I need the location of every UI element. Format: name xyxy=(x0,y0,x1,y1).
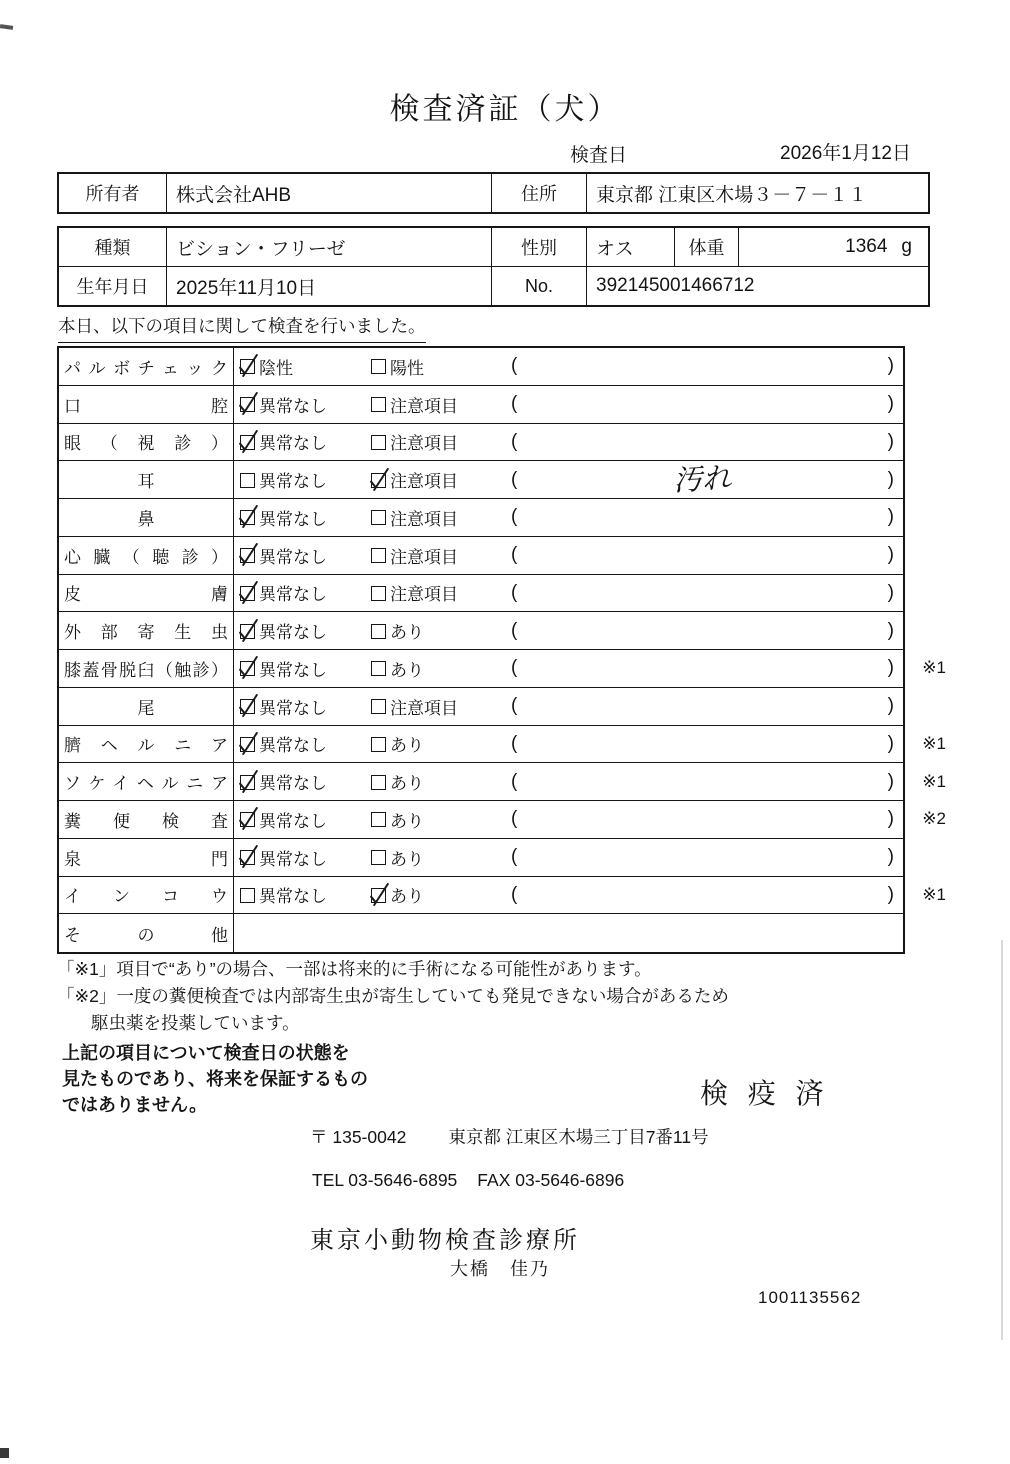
exam-option-2 xyxy=(367,763,502,800)
close-paren-text: ) xyxy=(887,581,894,603)
birth-value: 2025年11月10日 xyxy=(167,267,492,305)
exam-option-1 xyxy=(234,537,367,574)
exam-finding-text xyxy=(518,357,888,376)
clinic-fax: FAX 03-5646-6896 xyxy=(477,1170,625,1190)
open-paren-text: ( xyxy=(511,619,518,641)
exam-item-label: 耳 xyxy=(137,472,155,492)
exam-option-2-label: あり xyxy=(390,774,424,794)
exam-option-1 xyxy=(234,575,367,612)
exam-option-2 xyxy=(367,461,502,498)
exam-option-1-label: 異常なし xyxy=(259,849,327,869)
owner-label: 所有者 xyxy=(59,174,167,212)
exam-table xyxy=(57,346,946,954)
exam-finding-text xyxy=(518,772,888,791)
sex-value: オス xyxy=(587,228,675,266)
close-paren-text: ) xyxy=(887,430,894,452)
scan-artifact-top-left xyxy=(0,24,13,30)
exam-option-2 xyxy=(367,386,502,423)
exam-option-1-label: 異常なし xyxy=(259,774,327,794)
pet-info-row-2 xyxy=(59,266,928,305)
weight-value: 1364 xyxy=(845,236,888,257)
checkbox-option-2 xyxy=(371,812,386,827)
exam-option-1 xyxy=(234,726,367,763)
exam-item-cell xyxy=(59,650,234,687)
exam-option-1-label: 異常なし xyxy=(259,585,327,605)
open-paren-text: ( xyxy=(511,846,518,868)
exam-option-1 xyxy=(234,499,367,536)
exam-item-cell xyxy=(59,688,234,725)
exam-row xyxy=(59,877,946,915)
exam-option-2-label: 注意項目 xyxy=(390,698,458,718)
close-paren-text: ) xyxy=(887,657,894,679)
checkbox-option-1 xyxy=(240,812,255,827)
exam-option-1 xyxy=(234,877,367,914)
exam-option-2 xyxy=(367,499,502,536)
exam-item-label: その他 xyxy=(64,925,228,945)
close-paren-text: ) xyxy=(887,393,894,415)
exam-item-cell xyxy=(59,914,234,952)
breed-label: 種類 xyxy=(59,228,167,266)
pet-info-table xyxy=(57,226,930,307)
exam-row xyxy=(59,650,946,688)
clinic-name: 東京小動物検査診療所 xyxy=(310,1227,580,1254)
close-paren-text: ) xyxy=(887,695,894,717)
exam-option-2-label: あり xyxy=(390,849,424,869)
disclaimer-line-2: 見たものであり、将来を保証するもの xyxy=(62,1069,368,1089)
close-paren-text: ) xyxy=(887,506,894,528)
close-paren-text: ) xyxy=(887,355,894,377)
weight-unit: g xyxy=(901,236,912,257)
exam-row xyxy=(59,839,903,877)
open-paren-text: ( xyxy=(511,732,518,754)
exam-option-2-label: 注意項目 xyxy=(390,472,458,492)
exam-option-1-label: 異常なし xyxy=(259,396,327,416)
exam-option-2 xyxy=(367,726,502,763)
open-paren-text: ( xyxy=(511,883,518,905)
birth-label: 生年月日 xyxy=(59,267,167,305)
exam-item-label: 尾 xyxy=(137,698,155,718)
address-label: 住所 xyxy=(492,174,587,212)
checkbox-option-1 xyxy=(240,888,255,903)
exam-item-cell xyxy=(59,612,234,649)
open-paren-text: ( xyxy=(511,468,518,490)
exam-option-2-label: 注意項目 xyxy=(390,585,458,605)
exam-row xyxy=(59,348,903,386)
exam-finding-text xyxy=(518,810,888,829)
exam-option-1 xyxy=(234,386,367,423)
checkbox-option-2 xyxy=(371,586,386,601)
exam-option-2-label: あり xyxy=(390,623,424,643)
open-paren-text: ( xyxy=(511,355,518,377)
exam-option-1 xyxy=(234,688,367,725)
owner-value: 株式会社AHB xyxy=(167,174,492,212)
exam-option-1-label: 異常なし xyxy=(259,660,327,680)
exam-item-label: 鼻 xyxy=(137,509,155,529)
exam-item-cell xyxy=(59,424,234,461)
checkbox-option-1 xyxy=(240,473,255,488)
open-paren-text: ( xyxy=(511,770,518,792)
exam-option-2 xyxy=(367,575,502,612)
footnotes xyxy=(57,956,729,1037)
exam-option-2-label: 注意項目 xyxy=(390,509,458,529)
exam-finding xyxy=(502,688,903,725)
exam-finding xyxy=(502,537,903,574)
exam-finding xyxy=(502,386,903,423)
exam-note: ※2 xyxy=(922,809,946,829)
exam-item-label: 眼（視診） xyxy=(64,434,228,454)
exam-finding-text xyxy=(518,659,888,678)
exam-item-label: ソケイヘルニア xyxy=(64,774,228,794)
pet-info-row-1 xyxy=(59,228,928,266)
scan-artifact-bottom-left xyxy=(0,1448,9,1458)
exam-option-2-label: あり xyxy=(390,811,424,831)
exam-item-label: 泉門 xyxy=(64,849,228,869)
open-paren-text: ( xyxy=(511,581,518,603)
exam-finding-text xyxy=(518,545,888,564)
exam-option-1-label: 異常なし xyxy=(259,698,327,718)
checkbox-option-1 xyxy=(240,586,255,601)
exam-option-1-label: 異常なし xyxy=(259,887,327,907)
exam-option-1-label: 陰性 xyxy=(259,358,293,378)
exam-finding xyxy=(502,348,903,385)
exam-option-1 xyxy=(234,839,367,876)
checkbox-option-1 xyxy=(240,661,255,676)
inspection-date-label: 検査日 xyxy=(570,145,628,166)
exam-row xyxy=(59,612,903,650)
close-paren-text: ) xyxy=(887,619,894,641)
open-paren-text: ( xyxy=(511,544,518,566)
exam-item-cell xyxy=(59,877,234,914)
exam-note: ※1 xyxy=(922,733,946,753)
exam-option-2-label: 注意項目 xyxy=(390,434,458,454)
exam-item-label: 心臓（聴診） xyxy=(64,547,228,567)
exam-finding xyxy=(502,839,903,876)
exam-option-1-label: 異常なし xyxy=(259,434,327,454)
exam-option-1 xyxy=(234,424,367,461)
clinic-address: 東京都 江東区木場三丁目7番11号 xyxy=(448,1127,709,1147)
clinic-phone-line xyxy=(312,1170,624,1191)
exam-item-label: 膝蓋骨脱臼（触診） xyxy=(64,660,228,680)
checkbox-option-2 xyxy=(371,435,386,450)
exam-option-2-label: あり xyxy=(390,736,424,756)
exam-finding xyxy=(502,801,903,838)
exam-option-1 xyxy=(234,612,367,649)
disclaimer xyxy=(62,1040,368,1118)
exam-item-cell xyxy=(59,763,234,800)
exam-row xyxy=(59,575,903,613)
no-label: No. xyxy=(492,267,587,305)
exam-finding-text xyxy=(518,508,888,527)
exam-row xyxy=(59,688,903,726)
scan-artifact-right-edge xyxy=(1001,940,1003,1340)
exam-row xyxy=(59,386,903,424)
exam-item-label: 皮膚 xyxy=(64,585,228,605)
exam-statement: 本日、以下の項目に関して検査を行いました。 xyxy=(58,313,426,343)
exam-item-cell xyxy=(59,801,234,838)
exam-finding-text xyxy=(518,847,888,866)
weight-label: 体重 xyxy=(675,228,739,266)
exam-item-cell xyxy=(59,839,234,876)
checkbox-option-2 xyxy=(371,359,386,374)
checkbox-option-1 xyxy=(240,510,255,525)
exam-item-cell xyxy=(59,386,234,423)
close-paren-text: ) xyxy=(887,846,894,868)
disclaimer-line-1: 上記の項目について検査日の状態を xyxy=(62,1043,350,1063)
exam-finding xyxy=(502,461,903,498)
exam-finding-text xyxy=(518,621,888,640)
quarantine-stamp: 検 疫 済 xyxy=(700,1078,830,1109)
exam-item-cell xyxy=(59,348,234,385)
clinic-tel: TEL 03-5646-6895 xyxy=(312,1170,458,1190)
disclaimer-line-3: ではありません。 xyxy=(62,1095,208,1115)
exam-option-2 xyxy=(367,348,502,385)
exam-row xyxy=(59,726,946,764)
footnote-2: 「※2」一度の糞便検査では内部寄生虫が寄生していても発見できない場合があるため xyxy=(57,986,729,1006)
page-title: 検査済証（犬） xyxy=(389,93,621,126)
exam-finding-text xyxy=(518,432,888,451)
exam-item-label: パルボチェック xyxy=(64,358,228,378)
open-paren-text: ( xyxy=(511,506,518,528)
exam-finding-text xyxy=(518,394,888,413)
checkbox-option-2 xyxy=(371,888,386,903)
exam-finding xyxy=(502,499,903,536)
address-value: 東京都 江東区木場３－７－１１ xyxy=(596,184,868,206)
checkbox-option-1 xyxy=(240,359,255,374)
exam-option-2 xyxy=(367,612,502,649)
sex-label: 性別 xyxy=(492,228,587,266)
exam-item-cell xyxy=(59,726,234,763)
clinic-address-line xyxy=(310,1124,709,1149)
exam-option-1-label: 異常なし xyxy=(259,547,327,567)
exam-item-label: インコウ xyxy=(64,887,228,907)
footnote-3: 駆虫薬を投薬しています。 xyxy=(91,1013,300,1033)
exam-finding-text xyxy=(518,885,888,904)
exam-item-cell xyxy=(59,537,234,574)
exam-option-1 xyxy=(234,461,367,498)
checkbox-option-1 xyxy=(240,737,255,752)
close-paren-text: ) xyxy=(887,770,894,792)
close-paren-text: ) xyxy=(887,468,894,490)
exam-item-label: 外部寄生虫 xyxy=(64,623,228,643)
checkbox-option-2 xyxy=(371,473,386,488)
exam-option-2 xyxy=(367,424,502,461)
exam-finding-text xyxy=(518,696,888,715)
checkbox-option-2 xyxy=(371,397,386,412)
close-paren-text: ) xyxy=(887,544,894,566)
exam-finding xyxy=(502,726,903,763)
exam-option-2-label: あり xyxy=(390,887,424,907)
exam-option-1-label: 異常なし xyxy=(259,736,327,756)
exam-item-cell xyxy=(59,461,234,498)
veterinarian-name: 大橋 佳乃 xyxy=(450,1259,550,1279)
exam-option-2 xyxy=(367,688,502,725)
checkbox-option-1 xyxy=(240,548,255,563)
exam-row xyxy=(59,537,903,575)
exam-row xyxy=(59,461,903,499)
exam-option-2-label: 注意項目 xyxy=(390,396,458,416)
checkbox-option-1 xyxy=(240,775,255,790)
inspection-date-value: 2026年1月12日 xyxy=(780,143,911,164)
checkbox-option-1 xyxy=(240,397,255,412)
checkbox-option-1 xyxy=(240,624,255,639)
exam-option-1 xyxy=(234,801,367,838)
checkbox-option-2 xyxy=(371,775,386,790)
exam-row xyxy=(59,914,903,952)
checkbox-option-2 xyxy=(371,699,386,714)
exam-finding-text xyxy=(518,734,888,753)
breed-value: ビション・フリーゼ xyxy=(167,228,492,266)
exam-item-cell xyxy=(59,575,234,612)
exam-option-1 xyxy=(234,348,367,385)
weight-cell xyxy=(739,228,928,266)
exam-finding xyxy=(502,650,903,687)
owner-row xyxy=(59,174,928,212)
checkbox-option-1 xyxy=(240,850,255,865)
checkbox-option-2 xyxy=(371,510,386,525)
footnote-1: 「※1」項目で“あり”の場合、一部は将来的に手術になる可能性があります。 xyxy=(57,959,652,979)
exam-option-1-label: 異常なし xyxy=(259,509,327,529)
checkbox-option-1 xyxy=(240,435,255,450)
exam-item-label: 臍ヘルニア xyxy=(64,736,228,756)
checkbox-option-1 xyxy=(240,699,255,714)
exam-note: ※1 xyxy=(922,658,946,678)
open-paren-text: ( xyxy=(511,430,518,452)
checkbox-option-2 xyxy=(371,624,386,639)
exam-option-2-label: 陽性 xyxy=(390,358,424,378)
exam-option-1-label: 異常なし xyxy=(259,623,327,643)
exam-finding xyxy=(502,424,903,461)
clinic-postal-code: 〒 135-0042 xyxy=(310,1127,407,1147)
exam-row xyxy=(59,801,946,839)
exam-row xyxy=(59,424,903,462)
exam-row xyxy=(59,763,946,801)
exam-option-1 xyxy=(234,650,367,687)
exam-option-1 xyxy=(234,763,367,800)
document-number: 1001135562 xyxy=(758,1288,862,1307)
exam-note: ※1 xyxy=(922,771,946,791)
checkbox-option-2 xyxy=(371,548,386,563)
exam-finding-text: 汚れ xyxy=(672,460,733,498)
exam-option-2-label: あり xyxy=(390,660,424,680)
exam-option-2 xyxy=(367,537,502,574)
exam-option-1-label: 異常なし xyxy=(259,811,327,831)
exam-finding-text xyxy=(518,583,888,602)
exam-option-1-label: 異常なし xyxy=(259,472,327,492)
exam-item-cell xyxy=(59,499,234,536)
exam-option-2-label: 注意項目 xyxy=(390,547,458,567)
exam-item-label: 口腔 xyxy=(64,396,228,416)
open-paren-text: ( xyxy=(511,808,518,830)
exam-option-2 xyxy=(367,650,502,687)
checkbox-option-2 xyxy=(371,737,386,752)
exam-option-2 xyxy=(367,801,502,838)
exam-note: ※1 xyxy=(922,884,946,904)
exam-finding xyxy=(502,612,903,649)
open-paren-text: ( xyxy=(511,695,518,717)
owner-table xyxy=(57,172,930,214)
exam-finding xyxy=(502,575,903,612)
close-paren-text: ) xyxy=(887,883,894,905)
no-value: 392145001466712 xyxy=(596,275,755,296)
checkbox-option-2 xyxy=(371,661,386,676)
exam-option-2 xyxy=(367,839,502,876)
exam-option-2 xyxy=(367,877,502,914)
exam-row xyxy=(59,499,903,537)
exam-finding xyxy=(502,763,903,800)
open-paren-text: ( xyxy=(511,393,518,415)
exam-finding xyxy=(502,877,903,914)
close-paren-text: ) xyxy=(887,808,894,830)
close-paren-text: ) xyxy=(887,732,894,754)
checkbox-option-2 xyxy=(371,850,386,865)
open-paren-text: ( xyxy=(511,657,518,679)
exam-item-label: 糞便検査 xyxy=(64,811,228,831)
